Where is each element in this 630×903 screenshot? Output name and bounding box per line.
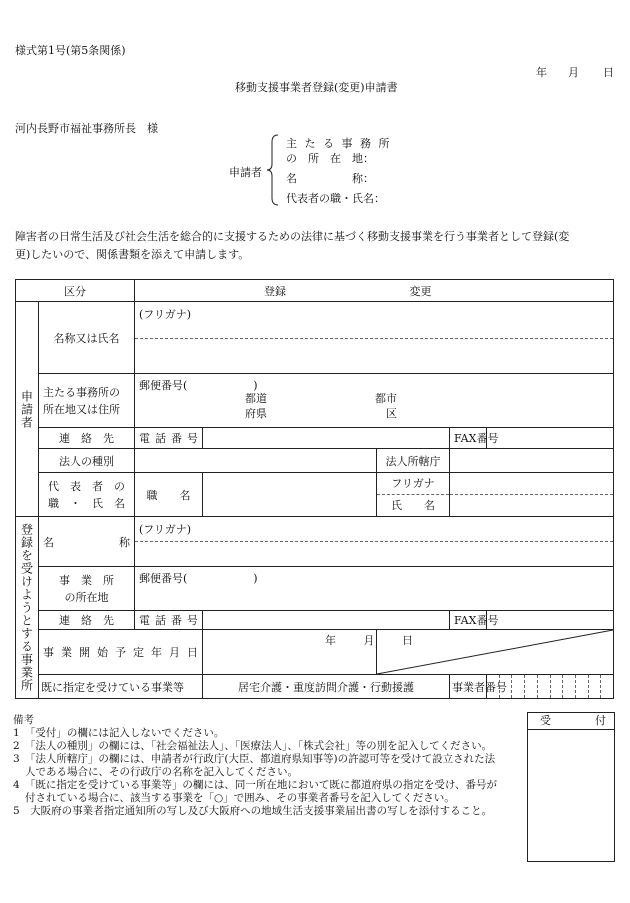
start-date-field[interactable] [203, 630, 413, 675]
office-label-line2: 所在地又は住所 [43, 402, 120, 416]
applicant-name: 名 称： [286, 172, 374, 185]
contact-label: 連 絡 先 [39, 428, 135, 449]
office-address-field[interactable] [135, 374, 614, 428]
rep-label-line1: 代 表 者 の [48, 479, 125, 493]
meisho-label: 名 称 [39, 517, 135, 567]
fuken-label: 府県 [245, 407, 267, 420]
services-field[interactable]: 居宅介護・重度訪問介護・行動援護 [203, 675, 450, 699]
position-label: 職 名 [135, 473, 203, 517]
applicant-office-line1: 主 た る 事 務 所 [286, 137, 392, 150]
office-label [39, 374, 135, 428]
contact-label-2: 連 絡 先 [39, 611, 135, 630]
note-item: 5 大阪府の事業者指定通知所の写し及び大阪府への地域生活支援事業届出書の写しを添付すること。 [13, 805, 493, 817]
corp-type-field[interactable] [135, 449, 377, 473]
applicant-office-line2: の 所 在 地： [286, 152, 374, 165]
fax-field[interactable] [487, 428, 614, 449]
name-input-area [135, 338, 613, 373]
jigyosha-bango-field[interactable] [487, 675, 614, 699]
rep-name-field[interactable] [450, 473, 614, 517]
city-label [375, 391, 397, 421]
office-label-line1: 主たる事務所の [43, 385, 120, 399]
corp-office-label: 法人所轄庁 [377, 449, 450, 473]
addressee: 河内長野市福祉事務所長 様 [15, 122, 158, 135]
note-item: 2 「法人の種別」の欄には、「社会福祉法人」、「医療法人」、「株式会社」等の別を記入してください。 [13, 740, 493, 752]
start-date-label: 事業開始予定年月日 [39, 630, 203, 675]
furigana-label-2: (フリガナ) [139, 523, 192, 536]
meisho-input-area [135, 541, 613, 566]
ku-label: 区 [386, 407, 397, 420]
rep-name-labels [377, 473, 450, 517]
rep-shimei-input [450, 495, 613, 516]
target-section-label: 登録を受けようとする事業所 [16, 517, 39, 699]
form-number: 様式第1号(第5条関係) [15, 44, 126, 57]
rep-label [39, 473, 135, 517]
start-month: 月 [363, 634, 375, 647]
corp-office-field[interactable] [450, 449, 614, 473]
page-title: 移動支援事業者登録(変更)申請書 [235, 81, 398, 94]
rep-label-line2: 職 ・ 氏 名 [48, 496, 125, 510]
date-month: 月 [568, 66, 579, 79]
fax-label-2: FAX番号 [450, 611, 487, 630]
jigyosho-label-line1: 事 業 所 [59, 573, 114, 587]
designated-label: 既に指定を受けている事業等 [39, 675, 203, 699]
intro-line1: 障害者の日常生活及び社会生活を総合的に支援するための法律に基づく移動支援事業を行う事業者として登録(変 [15, 230, 570, 243]
fax-field-2[interactable] [487, 611, 614, 630]
shi-label: 都市 [375, 392, 397, 405]
applicant-label: 申請者 [229, 166, 262, 179]
jigyosha-bango-label: 事業者番号 [450, 675, 487, 699]
corp-type-label: 法人の種別 [39, 449, 135, 473]
furigana-kana-label: フリガナ [377, 473, 449, 495]
tel-label-2: 電話番号 [135, 611, 203, 630]
applicant-section-label: 申請者 [16, 302, 39, 517]
toroku-label: 登録 [264, 284, 286, 298]
rep-furigana-input [450, 473, 613, 495]
toroku-henko-header [135, 280, 614, 302]
kubun-header: 区分 [16, 280, 135, 302]
notes-section [13, 714, 503, 818]
position-field[interactable] [203, 473, 377, 517]
prefecture-label [245, 391, 267, 421]
note-item: 1 「受付」の欄には記入しないでください。 [13, 727, 225, 739]
name-field[interactable] [135, 302, 614, 374]
jigyosho-label [39, 567, 135, 611]
tel-field-2[interactable] [203, 611, 450, 630]
reception-box [527, 712, 615, 862]
jigyosho-address-field[interactable] [135, 567, 614, 611]
reception-header [528, 713, 614, 730]
postal-code-2: 郵便番号( ) [139, 572, 258, 585]
start-year: 年 [325, 634, 336, 647]
tel-label: 電話番号 [135, 428, 203, 449]
todo-label: 都道 [245, 392, 267, 405]
fax-label: FAX番号 [450, 428, 487, 449]
date-day: 日 [603, 66, 614, 79]
brace-icon [266, 134, 280, 206]
intro-line2: 更)したいので、関係書類を添えて申請します。 [15, 248, 250, 261]
postal-code: 郵便番号( ) [139, 379, 258, 392]
shimei-label: 氏 名 [391, 499, 435, 512]
notes-title: 備考 [13, 714, 34, 726]
name-label: 名称又は氏名 [39, 302, 135, 374]
furigana-label: (フリガナ) [139, 308, 192, 321]
application-table [15, 279, 614, 699]
jigyosho-label-line2: の所在地 [64, 590, 109, 604]
henko-label: 変更 [409, 284, 432, 298]
tel-field[interactable] [203, 428, 450, 449]
reception-tsuke: 付 [595, 714, 606, 727]
date-year: 年 [536, 66, 547, 79]
reception-uke: 受 [540, 714, 551, 727]
note-item: 4 「既に指定を受けている事業等」の欄には、同一所在地において既に都道府県の指定を受け、番号が付されている場合に、該当する事業を「○」で囲み、その事業者番号を記入してください。 [13, 779, 498, 804]
note-item: 3 「法人所轄庁」の欄には、申請者が行政庁(大臣、都道府県知事等)の許認可等を受けて設立された法人である場合に、その行政庁の名称を記入してください。 [13, 753, 496, 778]
applicant-rep: 代表者の職・氏名： [286, 192, 385, 205]
meisho-field[interactable] [135, 517, 614, 567]
start-day: 日 [402, 634, 413, 647]
